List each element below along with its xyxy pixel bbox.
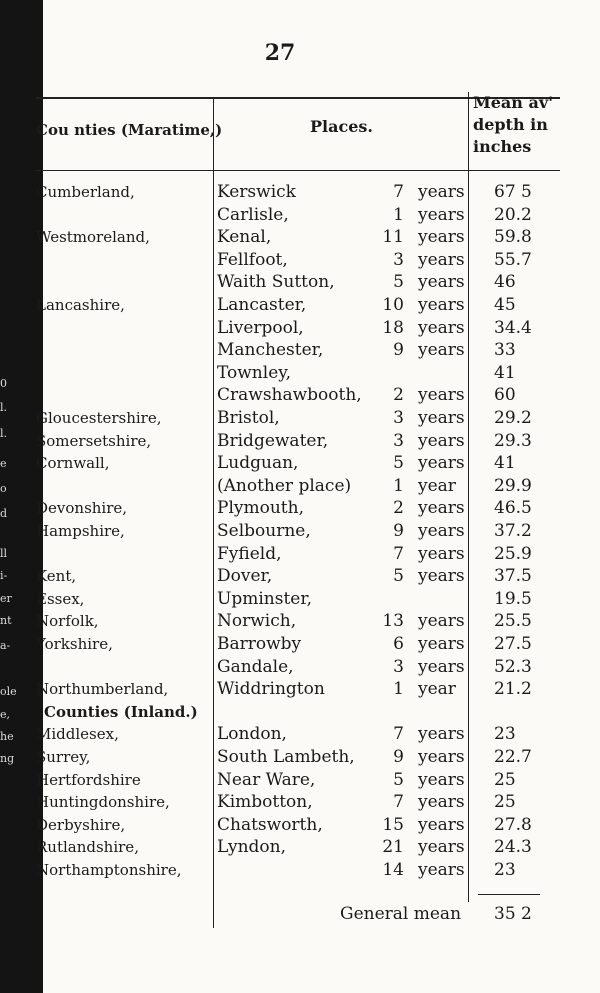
table-row: [0, 427, 600, 452]
unit-cell: years: [418, 611, 465, 632]
margin-fragment: er: [0, 592, 12, 605]
mean-cell: 45: [494, 295, 516, 315]
mean-cell: 33: [494, 340, 516, 361]
mean-cell: 25: [494, 792, 516, 813]
margin-fragment: i-: [0, 569, 8, 582]
county-cell: Hampshire,: [36, 522, 125, 540]
header-rule: [36, 170, 560, 171]
table-row: [0, 633, 600, 655]
margin-fragment: nt: [0, 614, 12, 627]
mean-cell: 25: [494, 769, 516, 790]
mean-cell: 52.3: [494, 656, 532, 677]
table-row: [0, 271, 600, 293]
years-cell: 5: [393, 769, 404, 790]
unit-cell: years: [418, 408, 465, 428]
years-cell: 21: [382, 837, 404, 858]
mean-cell: 41: [494, 362, 516, 383]
county-cell: Middlesex,: [36, 725, 119, 744]
county-cell: Hertfordshire: [36, 770, 141, 789]
unit-cell: years: [418, 724, 465, 745]
years-cell: 2: [393, 498, 404, 519]
mean-cell: 37.5: [494, 566, 532, 587]
place-cell: Lyndon,: [217, 837, 287, 858]
years-cell: 3: [393, 430, 404, 451]
place-cell: London,: [217, 724, 287, 745]
place-cell: Ludguan,: [217, 453, 299, 474]
page-number: 27: [264, 40, 296, 66]
margin-fragment: l.: [0, 401, 8, 414]
table-row: [0, 791, 600, 813]
header-mean-line3: inches: [473, 137, 532, 156]
place-cell: Manchester,: [217, 340, 324, 361]
unit-cell: years: [418, 837, 465, 858]
header-county: Cou nties (Maratime,): [36, 121, 223, 139]
mean-cell: 27.8: [494, 814, 532, 835]
place-cell: Barrowby: [217, 634, 302, 654]
years-cell: 11: [382, 227, 404, 248]
county-cell: Counties (Inland.): [44, 702, 198, 721]
unit-cell: years: [418, 204, 465, 225]
margin-fragment: ole: [0, 685, 17, 698]
table-row: [0, 249, 600, 271]
table-row: [0, 362, 600, 384]
table-row: [0, 746, 600, 768]
years-cell: 9: [393, 521, 404, 541]
place-cell: Kimbotton,: [217, 792, 313, 813]
table-row: [0, 543, 600, 565]
years-cell: 7: [393, 724, 404, 745]
general-mean-value: 35 2: [494, 904, 532, 924]
place-cell: Kenal,: [217, 227, 272, 248]
header-mean-line2: depth in: [473, 115, 548, 134]
unit-cell: years: [418, 340, 465, 361]
county-cell: Devonshire,: [36, 499, 128, 518]
place-cell: Carlisle,: [217, 204, 289, 225]
table-row: [0, 294, 600, 316]
county-cell: Kent,: [36, 567, 77, 586]
years-cell: 15: [382, 814, 404, 835]
table-row: [0, 407, 600, 429]
unit-cell: years: [418, 860, 465, 880]
table-row: [0, 317, 600, 339]
unit-cell: years: [418, 566, 465, 587]
place-cell: Gandale,: [217, 656, 294, 677]
mean-cell: 23: [494, 860, 516, 880]
unit-cell: years: [418, 634, 465, 654]
county-cell: Northamptonshire,: [36, 861, 182, 879]
county-cell: Cumberland,: [36, 183, 135, 201]
mean-cell: 34.4: [494, 317, 532, 338]
place-cell: Widdrington: [217, 679, 325, 700]
county-cell: Derbyshire,: [36, 815, 126, 834]
county-cell: Westmoreland,: [36, 228, 150, 247]
mean-cell: 60: [494, 385, 516, 406]
unit-cell: years: [418, 227, 465, 248]
mean-cell: 27.5: [494, 634, 532, 654]
unit-cell: years: [418, 272, 465, 293]
margin-fragment: d: [0, 507, 8, 520]
mean-cell: 29.9: [494, 475, 532, 496]
county-cell: Rutlandshire,: [36, 838, 139, 857]
place-cell: Norwich,: [217, 611, 297, 632]
table-row: [0, 723, 600, 745]
mean-cell: 37.2: [494, 521, 532, 541]
years-cell: 5: [393, 566, 404, 587]
years-cell: 18: [382, 317, 404, 338]
table-row: [0, 588, 600, 610]
place-cell: Liverpool,: [217, 317, 304, 338]
margin-fragment: e,: [0, 708, 11, 721]
years-cell: 5: [393, 453, 404, 474]
margin-fragment: a-: [0, 639, 11, 652]
mean-cell: 55.7: [494, 249, 532, 270]
mean-cell: 46.5: [494, 498, 532, 519]
place-cell: Fyfield,: [217, 543, 282, 564]
place-cell: Waith Sutton,: [217, 272, 335, 293]
mean-cell: 59.8: [494, 227, 532, 248]
mean-cell: 29.3: [494, 430, 532, 451]
years-cell: 5: [393, 272, 404, 293]
table-row: [0, 836, 600, 858]
county-cell: Gloucestershire,: [36, 409, 162, 427]
place-cell: Bristol,: [217, 408, 280, 428]
years-cell: 1: [393, 679, 404, 700]
mean-cell: 46: [494, 272, 516, 293]
table-row: [0, 181, 600, 203]
years-cell: 3: [393, 656, 404, 677]
table-row: [0, 384, 600, 406]
county-cell: Somersetshire,: [36, 431, 152, 450]
table-row: [0, 339, 600, 361]
unit-cell: year: [418, 679, 456, 700]
place-cell: Dover,: [217, 566, 273, 587]
table-row: [0, 610, 600, 632]
county-cell: Northumberland,: [36, 680, 169, 699]
table-row: [0, 656, 600, 678]
years-cell: 6: [393, 634, 404, 654]
unit-cell: years: [418, 521, 465, 541]
years-cell: 9: [393, 340, 404, 361]
place-cell: Lancaster,: [217, 295, 307, 315]
years-cell: 14: [382, 860, 404, 880]
county-cell: Huntingdonshire,: [36, 793, 170, 812]
years-cell: 3: [393, 408, 404, 428]
place-cell: Selbourne,: [217, 521, 311, 541]
table-row: [0, 814, 600, 836]
mean-cell: 19.5: [494, 588, 532, 609]
unit-cell: years: [418, 182, 465, 202]
county-cell: Cornwall,: [36, 454, 110, 473]
years-cell: 1: [393, 204, 404, 225]
unit-cell: years: [418, 792, 465, 813]
unit-cell: years: [418, 317, 465, 338]
general-mean-label: General mean: [340, 904, 462, 924]
place-cell: Upminster,: [217, 588, 312, 609]
table-row: [0, 678, 600, 700]
unit-cell: years: [418, 656, 465, 677]
unit-cell: years: [418, 747, 465, 767]
table-row: [0, 701, 600, 723]
unit-cell: years: [418, 814, 465, 835]
table-row: [0, 226, 600, 248]
place-cell: Near Ware,: [217, 769, 316, 790]
years-cell: 7: [393, 792, 404, 813]
mean-cell: 22.7: [494, 747, 532, 767]
mean-column-rule: [478, 894, 540, 895]
table-row: [0, 859, 600, 881]
unit-cell: year: [418, 475, 456, 496]
county-cell: Lancashire,: [36, 296, 125, 314]
place-cell: (Another place): [217, 475, 352, 496]
place-cell: Fellfoot,: [217, 249, 288, 270]
mean-cell: 24.3: [494, 837, 532, 858]
margin-fragment: 0: [0, 377, 7, 390]
county-cell: Norfolk,: [36, 612, 99, 631]
margin-fragment: he: [0, 730, 14, 743]
place-cell: Chatsworth,: [217, 814, 323, 835]
years-cell: 2: [393, 385, 404, 406]
mean-cell: 25.5: [494, 611, 532, 632]
place-cell: Bridgewater,: [217, 430, 329, 451]
years-cell: 7: [393, 182, 404, 202]
county-cell: Essex,: [36, 589, 85, 608]
place-cell: Crawshawbooth,: [217, 385, 362, 406]
table-row: [0, 204, 600, 226]
place-cell: Plymouth,: [217, 498, 304, 519]
years-cell: 10: [382, 295, 404, 315]
unit-cell: years: [418, 769, 465, 790]
table-row: [0, 497, 600, 519]
place-cell: Kerswick: [217, 182, 296, 202]
table-row: [0, 475, 600, 497]
mean-cell: 23: [494, 724, 516, 745]
header-mean-line1: Mean av': [473, 93, 554, 112]
unit-cell: years: [418, 295, 465, 315]
table-row: [0, 565, 600, 587]
unit-cell: years: [418, 249, 465, 270]
mean-cell: 67 5: [494, 182, 532, 202]
unit-cell: years: [418, 430, 465, 451]
unit-cell: years: [418, 385, 465, 406]
mean-cell: 20.2: [494, 204, 532, 225]
place-cell: South Lambeth,: [217, 747, 355, 767]
mean-cell: 29.2: [494, 408, 532, 428]
years-cell: 13: [382, 611, 404, 632]
county-cell: Yorkshire,: [36, 635, 113, 653]
margin-fragment: ll: [0, 547, 8, 560]
mean-cell: 41: [494, 453, 516, 474]
unit-cell: years: [418, 543, 465, 564]
margin-fragment: l.: [0, 427, 8, 440]
table-row: [0, 520, 600, 542]
table-row: [0, 452, 600, 474]
county-cell: Surrey,: [36, 748, 91, 766]
years-cell: 7: [393, 543, 404, 564]
years-cell: 1: [393, 475, 404, 496]
header-places: Places.: [310, 117, 373, 136]
table-row: [0, 769, 600, 791]
margin-fragment: e: [0, 457, 7, 470]
unit-cell: years: [418, 453, 465, 474]
unit-cell: years: [418, 498, 465, 519]
mean-cell: 21.2: [494, 679, 532, 700]
margin-fragment: o: [0, 482, 7, 495]
place-cell: Townley,: [217, 362, 292, 383]
years-cell: 3: [393, 249, 404, 270]
years-cell: 9: [393, 747, 404, 767]
mean-cell: 25.9: [494, 543, 532, 564]
margin-fragment: ng: [0, 752, 15, 765]
